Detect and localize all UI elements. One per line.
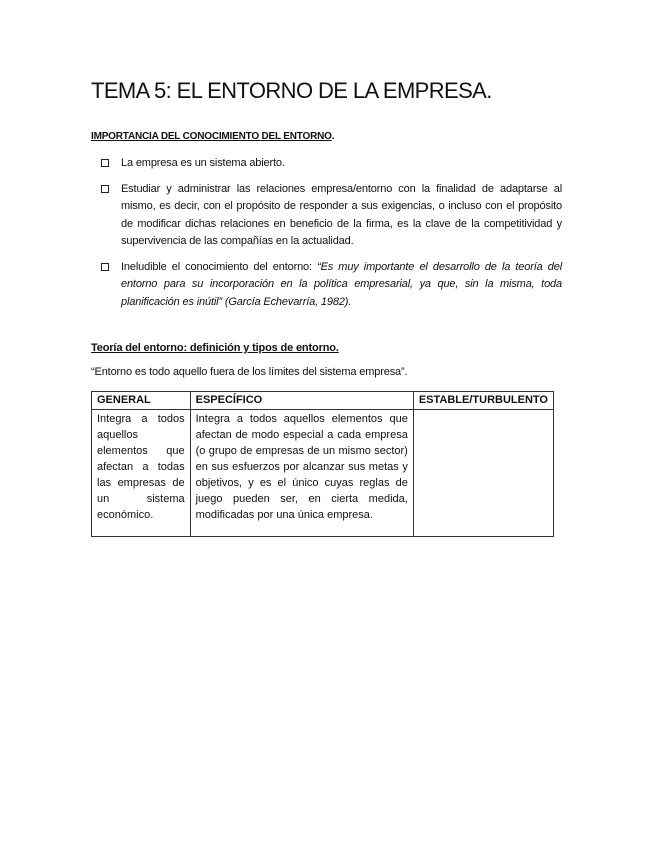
header-estable-turbulento: ESTABLE/TURBULENTO <box>413 392 553 410</box>
bullet-list <box>100 155 562 319</box>
bullet-item <box>100 155 562 173</box>
environment-types-table <box>91 391 554 537</box>
header-general: GENERAL <box>92 392 191 410</box>
square-bullet-icon <box>101 185 109 193</box>
section-heading-suffix: . <box>331 131 335 142</box>
bullet-item <box>100 181 562 251</box>
table-row <box>92 410 554 537</box>
bullet-item <box>100 259 562 312</box>
cell-general: Integra a todos aquellos elementos que afectan a todas las empresas de un sistema económico. <box>92 410 191 537</box>
square-bullet-icon <box>101 263 109 271</box>
table-header-row <box>92 392 554 410</box>
bullet-text: Estudiar y administrar las relaciones empresa/entorno con la finalidad de adaptarse al mismo, es decir, con el propósito de responder a sus exigencias, o incluso con el propósito de modificar dichas relaciones en beneficio de la firma, es la clave de la competitividad y supervivencia de las compañías en la actualidad. <box>121 182 562 247</box>
section-heading-teoria: Teoría del entorno: definición y tipos de entorno. <box>91 342 339 354</box>
cell-especifico: Integra a todos aquellos elementos que afectan de modo especial a cada empresa (o grupo de empresas de un mismo sector) en sus esfuerzos por alcanzar sus metas y objetivos, y es el único cuyas reglas de juego pueden ser, en cierta medida, modificadas por una única empresa. <box>190 410 413 537</box>
section-heading-text: IMPORTANCIA DEL CONOCIMIENTO DEL ENTORNO <box>91 131 332 142</box>
definition-quote: “Entorno es todo aquello fuera de los límites del sistema empresa”. <box>91 366 408 378</box>
page-title: TEMA 5: EL ENTORNO DE LA EMPRESA. <box>91 78 492 103</box>
cell-estable-turbulento <box>413 410 553 537</box>
bullet-quote: “Es muy importante el desarrollo de la teoría del entorno para su incorporación en la política empresarial, ya que, sin la misma, toda planificación es inútil” (García Echevarría, 1982). <box>121 260 562 308</box>
square-bullet-icon <box>101 159 109 167</box>
bullet-text: La empresa es un sistema abierto. <box>121 157 285 169</box>
bullet-intro: Ineludible el conocimiento del entorno: <box>121 260 318 273</box>
header-especifico: ESPECÍFICO <box>190 392 413 410</box>
section-heading-importancia <box>91 131 334 142</box>
